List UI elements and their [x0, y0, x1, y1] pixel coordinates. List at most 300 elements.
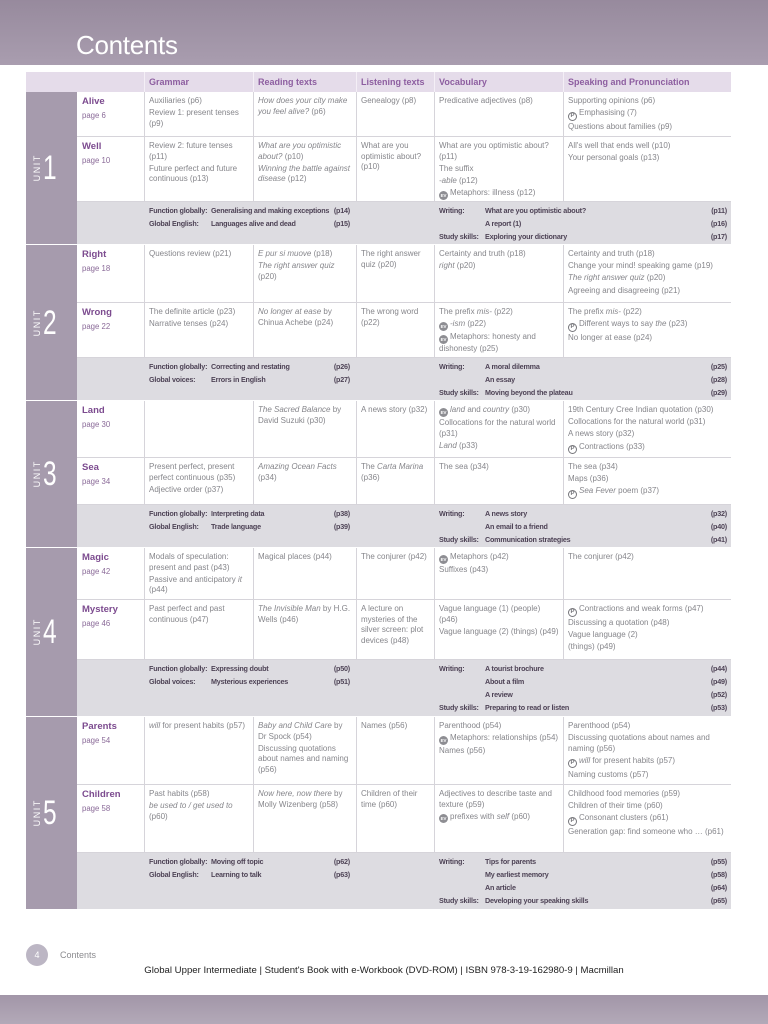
vocabulary-cell: [435, 92, 564, 136]
cell-entry: [149, 96, 250, 107]
entry-text: All's well that ends well (p10): [568, 141, 671, 150]
cell-entry: [149, 141, 250, 162]
ev-icon: EV: [440, 556, 447, 562]
cell-entry: [361, 249, 431, 270]
cell-entry: [439, 789, 560, 810]
lesson-topic: [77, 548, 145, 599]
skill-value: Correcting and restating: [211, 362, 290, 371]
lesson-page: page 54: [82, 736, 111, 745]
lesson-title: Magic: [82, 552, 109, 563]
skill-value: Errors in English: [211, 375, 266, 384]
page-number-badge: 4: [26, 944, 48, 966]
lesson-page: page 58: [82, 804, 111, 813]
entry-text: Parenthood (p54): [439, 721, 502, 730]
entry-text: A news story (p32): [568, 429, 635, 439]
entry-text: Different ways to say: [579, 319, 656, 329]
vocabulary-cell: [435, 600, 564, 659]
entry-text: (p10): [282, 151, 304, 161]
lesson-title: Right: [82, 249, 107, 260]
ev-icon: EV: [440, 192, 447, 198]
skill-page: (p64): [710, 883, 727, 892]
entry-text: Agreeing and disagreeing (p21): [568, 285, 681, 295]
lesson-page: page 18: [82, 264, 111, 273]
skill-page: (p40): [710, 522, 727, 531]
skill-label: Writing:: [439, 664, 465, 673]
entry-text: What are you optimistic about? (p10): [361, 141, 422, 172]
cell-entry: [568, 474, 728, 485]
column-header-reading: Reading texts: [254, 72, 357, 92]
cell-entry: [439, 441, 560, 452]
cell-entry: [439, 405, 560, 417]
entry-text: (p30): [509, 405, 531, 414]
grammar-cell: [145, 401, 254, 457]
skill-page: (p39): [333, 522, 350, 531]
entry-text-italic: Winning the battle against disease: [258, 163, 350, 184]
skill-page: (p32): [710, 509, 727, 518]
vocabulary-cell: [435, 458, 564, 504]
column-header-grammar: Grammar: [145, 72, 254, 92]
cell-entry: [439, 188, 560, 200]
entry-text: Parenthood (p54): [568, 721, 631, 730]
cell-entry: [439, 176, 560, 187]
grammar-cell: [145, 548, 254, 599]
pronunciation-icon: P: [568, 490, 577, 499]
skill-page: (p16): [710, 219, 727, 228]
lesson-page: page 30: [82, 420, 111, 429]
entry-text: by David Suzuki (p30): [258, 405, 342, 425]
cell-entry: [361, 96, 431, 107]
skill-value: Developing your speaking skills: [485, 896, 589, 905]
skill-label: [439, 881, 485, 894]
skill-line: [439, 868, 727, 881]
vocabulary-cell: [435, 303, 564, 357]
speaking-cell: [564, 717, 731, 784]
lesson-title: Land: [82, 405, 105, 416]
grammar-cell: [145, 245, 254, 302]
unit-body: [77, 92, 731, 245]
reading-cell: [254, 785, 357, 852]
cell-entry: [439, 96, 560, 107]
cell-entry: [149, 108, 250, 129]
lesson-topic: [77, 600, 145, 659]
listening-cell: [357, 401, 435, 457]
skill-label: Function globally:: [149, 509, 208, 518]
skill-label: [439, 373, 485, 386]
lesson-row: [77, 785, 731, 853]
listening-cell: [357, 458, 435, 504]
function-panel: [145, 660, 357, 716]
cell-entry: [149, 319, 250, 330]
speaking-cell: [564, 401, 731, 457]
writing-panel: [435, 660, 731, 716]
lesson-row: [77, 401, 731, 458]
cell-entry: [568, 486, 728, 499]
unit-label: UNIT: [32, 460, 42, 488]
vocabulary-cell: [435, 548, 564, 599]
speaking-cell: [564, 785, 731, 852]
cell-entry: [439, 319, 560, 331]
entry-text-italic: -able: [439, 175, 457, 185]
reading-cell: [254, 245, 357, 302]
entry-text: The right answer quiz (p20): [361, 249, 421, 269]
unit-block: [26, 548, 731, 717]
entry-text: (p20): [454, 261, 476, 271]
entry-text: by Dr Spock (p54): [258, 721, 343, 741]
entry-text-italic: Land: [439, 440, 457, 450]
table-header: [26, 72, 731, 92]
skill-value: Moving off topic: [211, 857, 264, 866]
entry-text: Certainty and truth (p18): [439, 249, 526, 258]
entry-text: (p22): [491, 307, 513, 316]
skill-value: An essay: [485, 375, 515, 384]
vocabulary-cell: [435, 785, 564, 852]
skill-line: [149, 217, 350, 230]
entry-text: Magical places (p44): [258, 552, 332, 561]
entry-text: Certainty and truth (p18): [568, 249, 655, 258]
lesson-row: [77, 548, 731, 600]
entry-text: (p22): [465, 319, 487, 329]
cell-entry: [568, 733, 728, 754]
entry-text: A lecture on mysteries of the silver screen: plot devices (p48): [361, 604, 424, 645]
lesson-page: page 22: [82, 322, 111, 331]
skill-line: [439, 386, 727, 399]
entry-text-italic: -ism: [450, 319, 466, 329]
entry-text: (p60): [149, 811, 168, 821]
skills-row: [77, 358, 731, 401]
lesson-topic: [77, 717, 145, 784]
entry-text: A news story (p32): [361, 405, 428, 414]
lesson-title: Sea: [82, 462, 99, 473]
entry-text-italic: Now here, now there: [258, 789, 332, 798]
entry-text: Names (p56): [439, 746, 486, 756]
cell-entry: [258, 164, 353, 185]
contents-table: [26, 72, 731, 910]
skill-line: [439, 855, 727, 868]
unit-label: UNIT: [32, 799, 42, 827]
skill-line: [149, 855, 350, 868]
cell-entry: [361, 405, 431, 416]
entry-text: (p6): [309, 106, 326, 116]
unit-number: 3: [43, 455, 57, 493]
unit-body: [77, 401, 731, 548]
entry-text: Present perfect, present perfect continuous (p35): [149, 462, 236, 482]
skill-line: [149, 868, 350, 881]
skill-line: [439, 675, 727, 688]
entry-text: (p20): [644, 273, 666, 283]
unit-tab: [26, 548, 77, 717]
entry-text-italic: be used to / get used to: [149, 801, 233, 811]
skill-label: [439, 868, 485, 881]
unit-tab: [26, 92, 77, 245]
entry-text-italic: self: [496, 811, 510, 821]
skill-label: Global voices:: [149, 677, 196, 686]
entry-text-italic: will: [149, 721, 161, 730]
cell-entry: [568, 604, 728, 617]
entry-text-italic: Carta Marina: [377, 462, 424, 471]
reading-cell: [254, 303, 357, 357]
entry-text: prefixes with: [450, 811, 497, 821]
entry-text: (p12): [456, 175, 478, 185]
cell-entry: [149, 604, 250, 625]
skill-page: (p38): [333, 509, 350, 518]
lesson-row: [77, 245, 731, 303]
skill-value: Tips for parents: [485, 857, 536, 866]
entry-text: Questions about families (p9): [568, 122, 673, 132]
skill-page: (p62): [333, 857, 350, 866]
entry-text: (p33): [456, 440, 478, 450]
skill-line: [149, 360, 350, 373]
skill-line: [439, 360, 727, 373]
reading-cell: [254, 717, 357, 784]
entry-text: Questions review (p21): [149, 249, 232, 258]
reading-cell: [254, 458, 357, 504]
listening-cell: [357, 303, 435, 357]
cell-entry: [568, 249, 728, 260]
lesson-row: [77, 137, 731, 202]
skill-value: A report (1): [485, 219, 522, 228]
skill-page: (p49): [710, 677, 727, 686]
lesson-topic: [77, 92, 145, 136]
skill-value: Generalising and making exceptions: [211, 206, 330, 215]
skill-label: Function globally:: [149, 664, 208, 673]
cell-entry: [568, 122, 728, 133]
skill-page: (p63): [333, 870, 350, 879]
reading-cell: [254, 401, 357, 457]
entry-text-italic: mis-: [605, 307, 621, 316]
entry-text: Discussing quotations about names and naming (p56): [258, 743, 349, 774]
cell-entry: [439, 812, 560, 824]
skill-page: (p14): [333, 206, 350, 215]
entry-text: Children of their time (p60): [361, 789, 418, 809]
skill-value: A tourist brochure: [485, 664, 544, 673]
speaking-cell: [564, 303, 731, 357]
skill-page: (p27): [333, 375, 350, 384]
cell-entry: [258, 141, 353, 162]
cell-entry: [439, 164, 560, 175]
cell-entry: [439, 261, 560, 272]
skill-line: [439, 217, 727, 230]
cell-entry: [568, 307, 728, 318]
cell-entry: [258, 249, 353, 260]
cell-entry: [149, 721, 250, 732]
entry-text: Past perfect and past continuous (p47): [149, 604, 225, 624]
lesson-title: Children: [82, 789, 121, 800]
skill-label: Function globally:: [149, 206, 208, 215]
skill-value: Trade language: [211, 522, 261, 531]
lesson-row: [77, 303, 731, 358]
entry-text: Discussing a quotation (p48): [568, 618, 670, 628]
skill-line: [439, 533, 727, 546]
entry-text: (p18): [311, 249, 333, 258]
entry-text: Review 1: present tenses (p9): [149, 108, 239, 128]
cell-entry: [149, 462, 250, 483]
skill-line: [149, 204, 350, 217]
entry-text: Review 2: future tenses (p11): [149, 141, 233, 161]
pronunciation-icon: P: [568, 323, 577, 332]
grammar-cell: [145, 303, 254, 357]
listening-cell: [357, 717, 435, 784]
lesson-title: Mystery: [82, 604, 118, 615]
cell-entry: [361, 552, 431, 563]
entry-text: Contractions (p33): [579, 441, 645, 451]
skill-line: [149, 662, 350, 675]
entry-text-italic: country: [482, 405, 510, 414]
column-header-listening: Listening texts: [357, 72, 435, 92]
cell-entry: [149, 164, 250, 185]
entry-text: 19th Century Cree Indian quotation (p30): [568, 405, 714, 414]
entry-text: The conjurer (p42): [361, 552, 427, 561]
entry-text: The prefix: [568, 307, 606, 316]
cell-entry: [439, 721, 560, 732]
skills-spacer: [357, 202, 435, 244]
entry-text: Vague language (2) (things) (p49): [439, 626, 559, 636]
skill-value: Communication strategies: [485, 535, 571, 544]
skill-page: (p26): [333, 362, 350, 371]
entry-text-italic: Sea Fever: [579, 486, 616, 496]
cell-entry: [258, 789, 353, 810]
entry-text: Contractions and weak forms (p47): [579, 604, 704, 613]
grammar-cell: [145, 137, 254, 201]
unit-number: 1: [43, 149, 57, 187]
entry-text-italic: mis-: [476, 307, 492, 316]
skill-line: [149, 675, 350, 688]
unit-label: UNIT: [32, 308, 42, 337]
skill-page: (p53): [710, 703, 727, 712]
lesson-topic: [77, 785, 145, 852]
unit-block: [26, 245, 731, 401]
entry-text: Passive and anticipatory: [149, 574, 238, 584]
skill-label: Global voices:: [149, 375, 196, 384]
column-header-vocabulary: Vocabulary: [435, 72, 564, 92]
skill-line: [439, 688, 727, 701]
skill-label: [439, 688, 485, 701]
entry-text: Metaphors: relationships (p54): [450, 733, 559, 743]
skills-spacer: [357, 358, 435, 400]
unit-tab: [26, 245, 77, 401]
header-spacer: [26, 72, 145, 92]
pronunciation-icon: P: [568, 445, 577, 454]
skill-page: (p52): [710, 690, 727, 699]
skill-label: Global English:: [149, 870, 199, 879]
entry-text-italic: E pur si muove: [258, 249, 312, 258]
unit-label: UNIT: [32, 618, 42, 646]
entry-text: The definite article (p23): [149, 307, 236, 316]
cell-entry: [439, 418, 560, 439]
lesson-title: Well: [82, 141, 102, 152]
cell-entry: [258, 307, 353, 328]
cell-entry: [439, 733, 560, 745]
entry-text-italic: How does your city make you feel alive?: [258, 96, 348, 116]
skills-spacer: [357, 853, 435, 909]
ev-icon: EV: [440, 336, 447, 342]
skills-row: [77, 505, 731, 548]
cell-entry: [258, 552, 353, 563]
skill-label: Study skills:: [439, 896, 479, 905]
listening-cell: [357, 600, 435, 659]
skill-line: [439, 373, 727, 386]
cell-entry: [149, 575, 250, 596]
entry-text: The prefix: [439, 307, 477, 316]
entry-text-italic: Baby and Child Care: [258, 721, 332, 730]
cell-entry: [439, 565, 560, 576]
entry-text: (p12): [285, 174, 307, 184]
lesson-row: [77, 92, 731, 137]
skill-line: [439, 520, 727, 533]
grammar-cell: [145, 600, 254, 659]
entry-text-italic: No longer at ease: [258, 307, 322, 316]
entry-text: Suffixes (p43): [439, 565, 489, 575]
pronunciation-icon: P: [568, 817, 577, 826]
vocabulary-cell: [435, 401, 564, 457]
entry-text: (p44): [149, 585, 168, 595]
cell-entry: [439, 604, 560, 625]
cell-entry: [568, 756, 728, 769]
ev-icon: EV: [440, 737, 447, 743]
entry-text: (p23): [666, 319, 688, 329]
skills-row: [77, 202, 731, 245]
unit-number: 5: [43, 794, 57, 832]
skill-value: Exploring your dictionary: [485, 232, 568, 241]
cell-entry: [439, 332, 560, 354]
cell-entry: [258, 721, 353, 742]
unit-body: [77, 245, 731, 401]
vocabulary-cell: [435, 717, 564, 784]
cell-entry: [149, 307, 250, 318]
entry-text: Adjective order (p37): [149, 484, 224, 494]
cell-entry: [258, 96, 353, 117]
entry-text-italic: right: [439, 261, 455, 271]
entry-text: Past habits (p58): [149, 789, 210, 798]
cell-entry: [258, 405, 353, 426]
ev-icon: EV: [440, 409, 447, 415]
skill-page: (p25): [710, 362, 727, 371]
cell-entry: [361, 462, 431, 483]
cell-entry: [149, 485, 250, 496]
pronunciation-icon: P: [568, 112, 577, 121]
ev-icon: EV: [440, 816, 447, 822]
skill-value: Languages alive and dead: [211, 219, 296, 228]
vocabulary-cell: [435, 245, 564, 302]
cell-entry: [568, 417, 728, 428]
cell-entry: [568, 618, 728, 629]
entry-text: Generation gap: find someone who … (p61): [568, 827, 724, 837]
cell-entry: [439, 552, 560, 564]
cell-entry: [568, 273, 728, 284]
cell-entry: [439, 462, 560, 473]
skill-label: Study skills:: [439, 232, 479, 241]
skill-value: Moving beyond the plateau: [485, 388, 573, 397]
entry-text: Predicative adjectives (p8): [439, 96, 533, 105]
lesson-page: page 46: [82, 619, 111, 628]
cell-entry: [568, 286, 728, 297]
reading-cell: [254, 92, 357, 136]
entry-text: Your personal goals (p13): [568, 153, 660, 163]
skill-value: A moral dilemma: [485, 362, 540, 371]
skill-page: (p15): [333, 219, 350, 228]
writing-panel: [435, 505, 731, 547]
entry-text: The: [361, 462, 378, 471]
cell-entry: [568, 442, 728, 455]
skill-line: [439, 881, 727, 894]
cell-entry: [568, 721, 728, 732]
lesson-title: Parents: [82, 721, 117, 732]
entry-text: Discussing quotations about names and naming (p56): [568, 733, 710, 753]
lesson-row: [77, 600, 731, 660]
entry-text: Narrative tenses (p24): [149, 319, 229, 329]
cell-entry: [361, 604, 431, 646]
skills-spacer: [77, 853, 145, 909]
speaking-cell: [564, 137, 731, 201]
